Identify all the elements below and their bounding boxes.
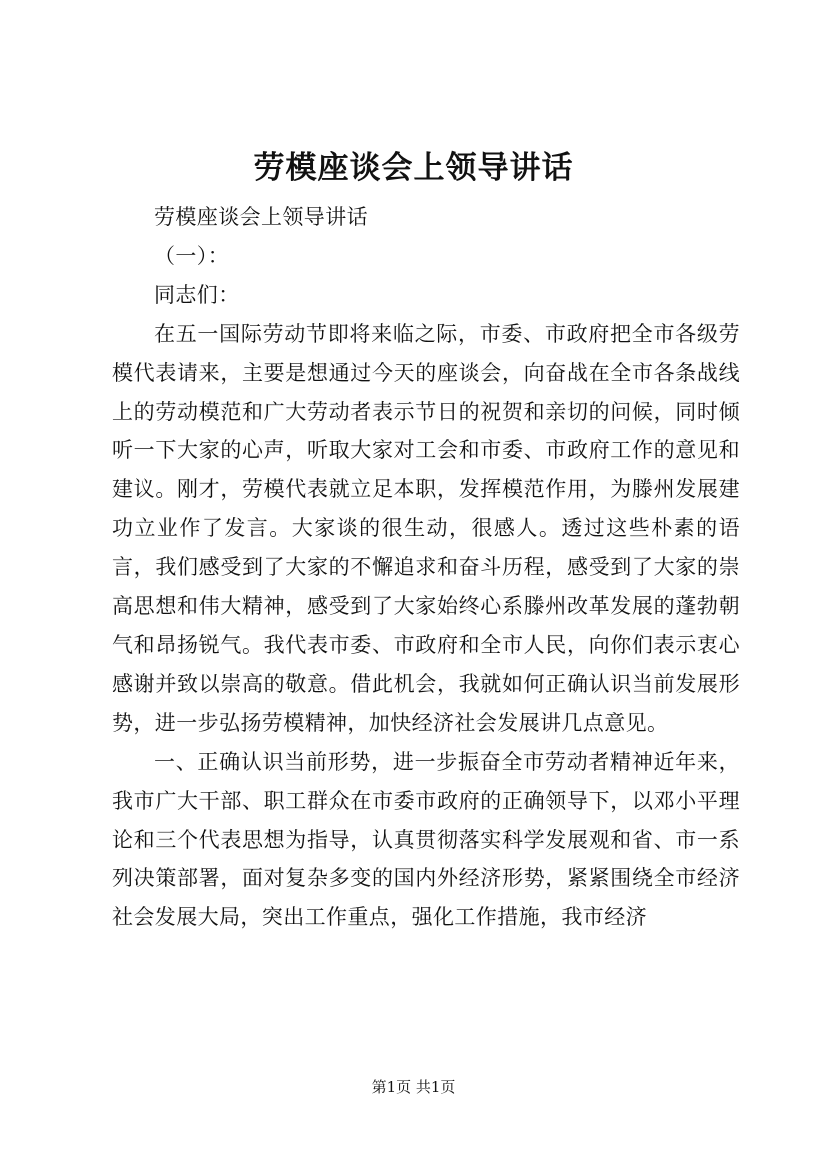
section-marker-paragraph: （一）： xyxy=(154,243,230,268)
salutation-paragraph: 同志们： xyxy=(154,282,240,307)
page-footer: 第1页 共1页 xyxy=(371,1078,456,1096)
body-paragraph: 一、正确认识当前形势，进一步振奋全市劳动者精神近年来，我市广大干部、职工群众在市委市政府的正确领导下，以邓小平理论和三个代表思想为指导，认真贯彻落实科学发展观和省、市一系列决策部署，面对复杂多变的国内外经济形势，紧紧围绕全市经济社会发展大局，突出工作重点，强化工作措施，我市经济 xyxy=(112,749,740,930)
subtitle-paragraph: 劳模座谈会上领导讲话 xyxy=(154,205,368,229)
page-title: 劳模座谈会上领导讲话 xyxy=(253,150,574,186)
body-paragraph: 在五一国际劳动节即将来临之际，市委、市政府把全市各级劳模代表请来，主要是想通过今天的座谈会，向奋战在全市各条战线上的劳动模范和广大劳动者表示节日的祝贺和亲切的问候，同时倾听一下大家的心声，听取大家对工会和市委、市政府工作的意见和建议。刚才，劳模代表就立足本职，发挥模范作用，为滕州发展建功立业作了发言。大家谈的很生动，很感人。透过这些朴素的语言，我们感受到了大家的不懈追求和奋斗历程，感受到了大家的崇高思想和伟大精神，感受到了大家始终心系滕州改革发展的蓬勃朝气和昂扬锐气。我代表市委、市政府和全市人民，向你们表示衷心感谢并致以崇高的敬意。借此机会，我就如何正确认识当前发展形势，进一步弘扬劳模精神，加快经济社会发展讲几点意见。 xyxy=(112,321,740,735)
document-body xyxy=(112,198,740,937)
